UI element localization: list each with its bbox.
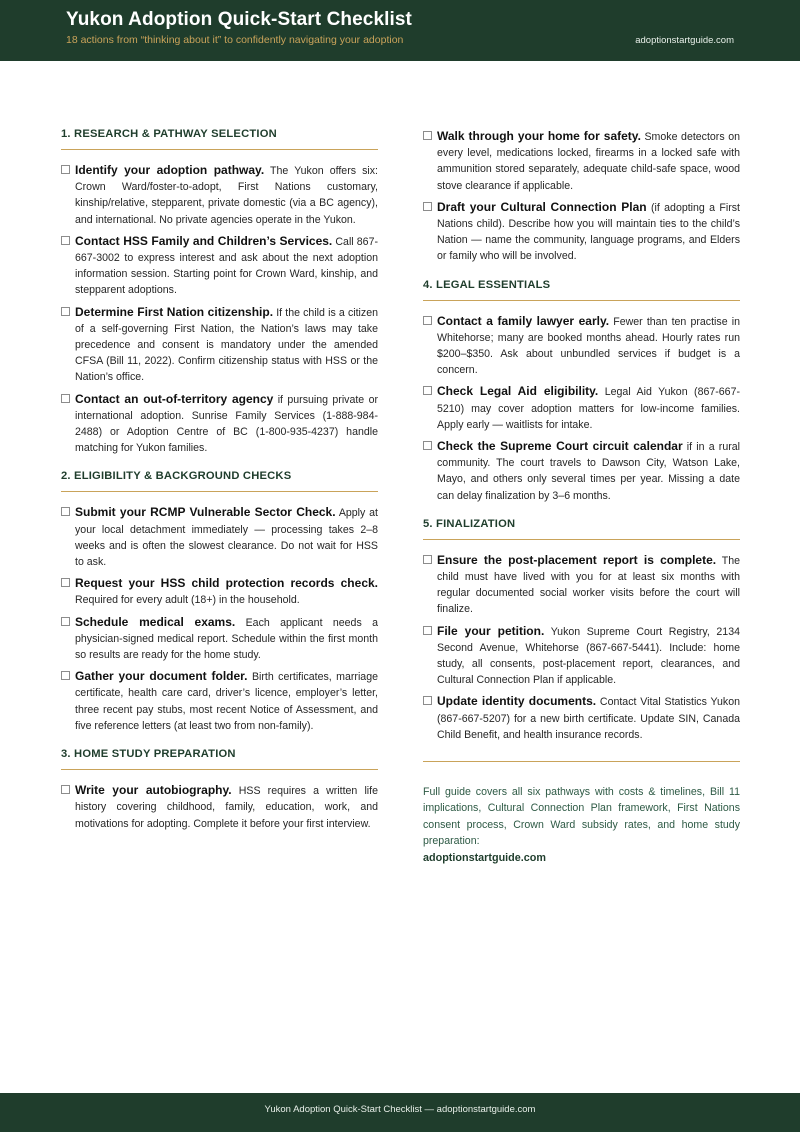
item-lead: Walk through your home for safety. [437, 129, 641, 143]
section-title: 5. FINALIZATION [423, 518, 740, 540]
section-home-study-continued [423, 128, 740, 265]
checkbox-icon[interactable] [423, 316, 432, 325]
item-body: HSS requires a written life history covering childhood, family, education, work, and motivations for adopting. Complete it before your first interview. [75, 785, 378, 830]
item-body: Fewer than ten practise in Whitehorse; many are booked months ahead. Hourly rates run $200–$350. Ask about unbundled services if budget is a concern. [437, 315, 740, 377]
right-column [423, 128, 740, 867]
checklist-item[interactable] [423, 623, 740, 689]
checkbox-icon[interactable] [423, 696, 432, 705]
checklist-item[interactable] [423, 313, 740, 379]
section-title: 4. LEGAL ESSENTIALS [423, 279, 740, 301]
item-lead: Request your HSS child protection records check. [75, 576, 378, 591]
item-lead: File your petition. [437, 623, 545, 638]
item-lead: Ensure the post-placement report is complete. [437, 552, 717, 567]
item-body: Each applicant needs a physician-signed medical report. Schedule within the first month so results are ready for the home study. [75, 616, 378, 662]
item-lead: Determine First Nation citizenship. [75, 304, 274, 319]
item-body: If the child is a citizen of a self-governing First Nation, the Nation’s laws may take precedence and consent is mandatory under the amended CFSA (Bill 11, 2022). Confirm citizenship status with HSS or the Nation’s office. [75, 306, 378, 384]
checkbox-icon[interactable] [61, 785, 70, 794]
section-home-study [61, 748, 378, 832]
checkbox-icon[interactable] [61, 617, 70, 626]
item-body: The child must have lived with you for at least six months with regular documented social worker visits before the court will finalize. [437, 554, 740, 616]
header-site-link[interactable]: adoptionstartguide.com [635, 35, 734, 46]
item-lead: Contact a family lawyer early. [437, 313, 610, 328]
item-body: if in a rural community. The court travels to Dawson City, Watson Lake, Mayo, and others only several times per year. Missing a date can delay finalization by 3–6 months. [437, 441, 740, 502]
page-footer [0, 1093, 800, 1132]
section-finalization [423, 518, 740, 743]
section-legal [423, 279, 740, 504]
checklist-item[interactable] [423, 438, 740, 504]
page-subtitle: 18 actions from “thinking about it” to confidently navigating your adoption [66, 34, 404, 46]
promo-divider [423, 761, 740, 762]
item-lead: Check Legal Aid eligibility. [437, 384, 599, 399]
item-lead: Schedule medical exams. [75, 614, 236, 629]
checklist-item[interactable] [423, 383, 740, 433]
promo-link[interactable]: adoptionstartguide.com [423, 851, 546, 864]
checkbox-icon[interactable] [61, 671, 70, 680]
checklist-item[interactable] [423, 552, 740, 618]
item-lead: Submit your RCMP Vulnerable Sector Check. [75, 505, 336, 520]
footer-text: Yukon Adoption Quick-Start Checklist — adoptionstartguide.com [264, 1104, 536, 1115]
item-lead: Write your autobiography. [75, 783, 232, 798]
item-lead: Contact an out-of-territory agency [75, 391, 274, 406]
checklist-item[interactable] [61, 575, 378, 608]
item-lead: Draft your Cultural Connection Plan [437, 199, 647, 214]
checklist-item[interactable] [61, 233, 378, 299]
item-lead: Identify your adoption pathway. [75, 163, 265, 177]
checkbox-icon[interactable] [423, 626, 432, 635]
checkbox-icon[interactable] [423, 386, 432, 395]
item-body: if pursuing private or international adoption. Sunrise Family Services (1-888-984-2488) or Adoption Centre of BC (1-800-935-4237) handle matching for Yukon families. [75, 393, 378, 455]
checkbox-icon[interactable] [61, 507, 70, 516]
checklist-item[interactable] [61, 391, 378, 457]
item-lead: Gather your document folder. [75, 669, 248, 684]
checkbox-icon[interactable] [61, 236, 70, 245]
item-body: Call 867-667-3002 to express interest and ask about the next adoption information session. Starting point for Crown Ward, kinship, and stepparent adoptions. [75, 235, 378, 297]
checkbox-icon[interactable] [423, 441, 432, 450]
section-eligibility [61, 470, 378, 734]
item-body: Contact Vital Statistics Yukon (867-667-5207) for a new birth certificate. Update SIN, Canada Child Benefit, and health insurance records. [437, 696, 740, 741]
item-body: Birth certificates, marriage certificate, health care card, driver’s licence, employer’s letter, three recent pay stubs, most recent Notice of Assessment, and five reference letters (at least two from non-family). [75, 671, 378, 732]
item-lead: Check the Supreme Court circuit calendar [437, 439, 683, 454]
item-body: (if adopting a First Nations child). Describe how you will maintain ties to the child’s Nation — name the community, language programs, and Elders or family who will be involved. [437, 201, 740, 263]
checkbox-icon[interactable] [61, 578, 70, 587]
item-body: Yukon Supreme Court Registry, 2134 Second Avenue, Whitehorse (867-667-5441). Include: home study, all consents, post-placement report, clearances, and Cultural Connection Plan if applicable. [437, 625, 740, 687]
item-body: Legal Aid Yukon (867-667-5210) may cover adoption matters for low-income families. Apply early — waitlists for intake. [437, 386, 740, 431]
page-title: Yukon Adoption Quick-Start Checklist [66, 9, 412, 30]
page-header [0, 0, 800, 61]
item-body: The Yukon offers six: Crown Ward/foster-to-adopt, First Nations customary, kinship/relative, stepparent, private domestic (via a BC agency), and international. No private agencies operate in the Yukon. [75, 165, 378, 226]
checklist-item[interactable] [61, 614, 378, 664]
item-body: Smoke detectors on every level, medications locked, firearms in a locked safe with ammunition stored separately, adequate child-safe space, wood stove clearance if applicable. [437, 131, 740, 192]
checkbox-icon[interactable] [423, 555, 432, 564]
item-body: Apply at your local detachment immediately — processing takes 2–8 weeks and is often the slowest clearance. Do not wait for HSS to ask. [75, 507, 378, 569]
checkbox-icon[interactable] [423, 202, 432, 211]
section-title: 3. HOME STUDY PREPARATION [61, 748, 378, 770]
section-title: 2. ELIGIBILITY & BACKGROUND CHECKS [61, 470, 378, 492]
checkbox-icon[interactable] [61, 394, 70, 403]
promo-text: Full guide covers all six pathways with costs & timelines, Bill 11 implications, Cultural Connection Plan framework, First Nations consent process, Crown Ward subsidy rates, and home study preparation: [423, 786, 740, 847]
checklist-item[interactable] [61, 668, 378, 734]
checkbox-icon[interactable] [61, 307, 70, 316]
promo-block [423, 784, 740, 867]
section-research [61, 128, 378, 456]
checklist-item[interactable] [61, 304, 378, 386]
checklist-item[interactable] [61, 162, 378, 228]
checkbox-icon[interactable] [423, 131, 432, 140]
item-lead: Contact HSS Family and Children’s Services. [75, 233, 333, 248]
checklist-item[interactable] [61, 504, 378, 570]
checklist-item[interactable] [423, 199, 740, 265]
item-lead: Update identity documents. [437, 694, 597, 709]
checklist-item[interactable] [423, 693, 740, 743]
item-body: Required for every adult (18+) in the household. [75, 594, 300, 607]
checklist-item[interactable] [423, 128, 740, 194]
checkbox-icon[interactable] [61, 165, 70, 174]
left-column [61, 128, 378, 846]
section-title: 1. RESEARCH & PATHWAY SELECTION [61, 128, 378, 150]
checklist-item[interactable] [61, 782, 378, 832]
